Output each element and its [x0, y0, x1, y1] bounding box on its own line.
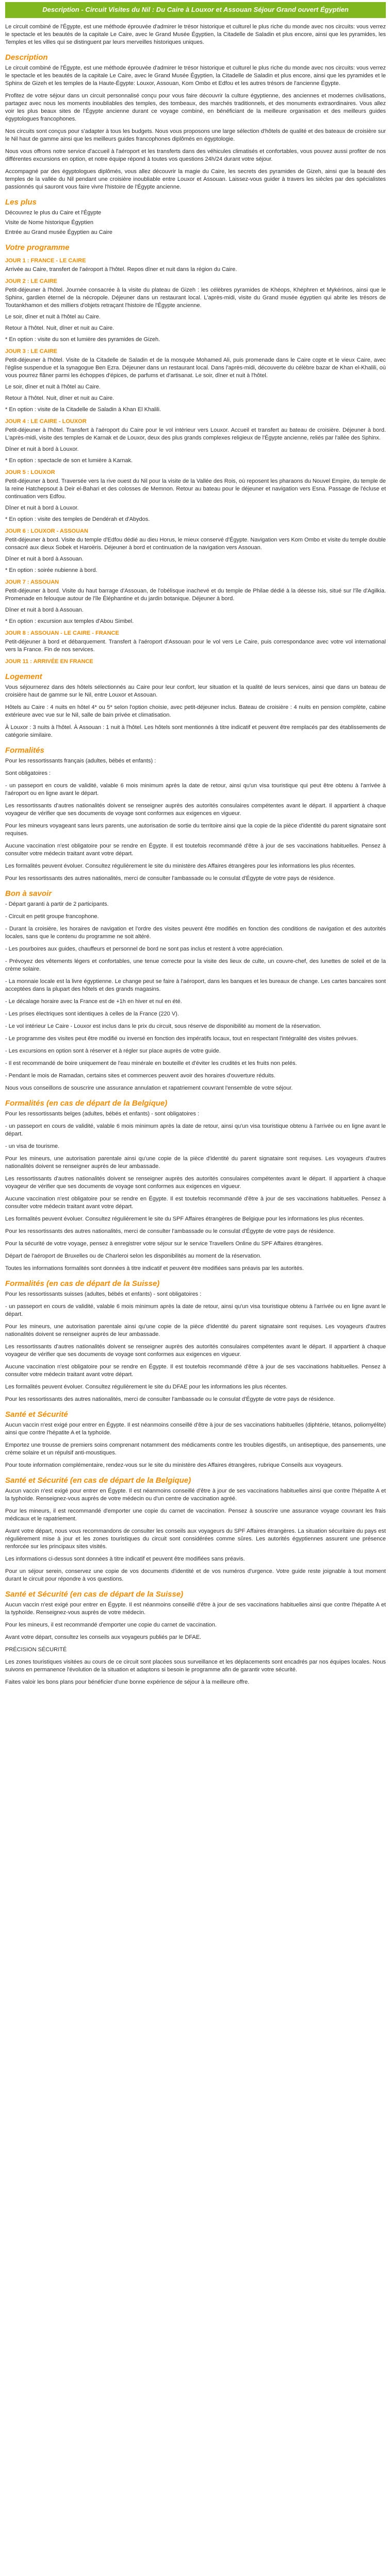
section-paragraph: Entrée au Grand musée Égyptien au Caire [5, 229, 112, 235]
section-paragraph: Aucune vaccination n'est obligatoire pour se rendre en Égypte. Il est toutefois recommandé d'être à jour de ses vaccinations habituelles. Pensez à consulter votre médecin traitant avant votre départ. [5, 1196, 386, 1210]
day-paragraph: Le soir, dîner et nuit à l'hôtel au Caire. [5, 314, 101, 320]
section-paragraph: Pour les mineurs, une autorisation parentale ainsi qu'une copie de la pièce d'identité du parent signataire sont requises. Les voyageurs d'autres nationalités doivent se renseigner auprès de leur ambassade. [5, 1324, 386, 1337]
day-title: JOUR 6 : LOUXOR - ASSOUAN [5, 528, 88, 534]
day-block [5, 630, 386, 654]
day-title: JOUR 5 : LOUXOR [5, 469, 55, 476]
day-block [5, 579, 386, 625]
section-paragraph: Pour les ressortissants suisses (adultes, bébés et enfants) - sont obligatoires : [5, 1291, 202, 1297]
day-paragraph: * En option : visite du son et lumière des pyramides de Gizeh. [5, 336, 160, 343]
section-heading: Bon à savoir [5, 889, 52, 898]
section-paragraph: Profitez de votre séjour dans un circuit personnalisé conçu pour vous faire découvrir la culture égyptienne, des anciennes et modernes civilisations, partagez avec nous les moments inoubliables des temples, des tombeaux, des marchés traditionnels, et des monuments extraordinaires. Vous allez voir les plus beaux sites de l'Égypte ancienne durant ce voyage combiné, en bénéficiant de la meilleure organisation et des meilleurs guides égyptologues francophones. [5, 93, 386, 122]
day-title: JOUR 11 : ARRIVÉE EN FRANCE [5, 658, 93, 665]
day-paragraph: Petit-déjeuner à bord. Visite du temple d'Edfou dédié au dieu Horus, le mieux conservé d'Égypte. Navigation vers Kom Ombo et visite du temple double consacré aux dieux Sobek et Haroëris. Déjeuner à bord et continuation de la navigation vers Assouan. [5, 537, 386, 551]
section-heading: Santé et Sécurité (en cas de départ de la Belgique) [5, 1476, 191, 1485]
day-paragraph: Petit-déjeuner à bord. Visite du haut barrage d'Assouan, de l'obélisque inachevé et du temple de Philae dédié à la déesse Isis, situé sur l'île d'Agilkia. Promenade en felouque autour de l'île Éléphantine et du jardin botanique. Déjeuner à bord. [5, 588, 386, 602]
section-paragraph: Aucun vaccin n'est exigé pour entrer en Égypte. Il est néanmoins conseillé d'être à jour de ses vaccinations habituelles ainsi que contre l'hépatite A et la typhoïde. Renseignez-vous auprès de votre médecin. [5, 1602, 386, 1616]
section [5, 1410, 386, 1469]
day-paragraph: Dîner et nuit à bord à Louxor. [5, 505, 79, 511]
section [5, 1279, 386, 1403]
section-paragraph: Nous vous offrons notre service d'accueil à l'aéroport et les transferts dans des véhicules climatisés et confortables, vous pouvez aussi profiter de nos différentes excursions en option, et notre équipe répond à toutes vos questions 24h/24 durant votre séjour. [5, 148, 386, 162]
day-title: JOUR 8 : ASSOUAN - LE CAIRE - FRANCE [5, 630, 119, 636]
section-paragraph: Pour les ressortissants belges (adultes, bébés et enfants) - sont obligatoires : [5, 1111, 200, 1117]
day-paragraph: Dîner et nuit à bord à Assouan. [5, 607, 84, 613]
day-paragraph: * En option : visite de la Citadelle de Saladin à Khan El Khalili. [5, 406, 161, 413]
day-paragraph: * En option : spectacle de son et lumière à Karnak. [5, 457, 133, 464]
section-paragraph: Visite de Nome historique Égyptien [5, 219, 94, 226]
section [5, 1476, 386, 1583]
day-paragraph: Petit-déjeuner à bord et débarquement. Transfert à l'aéroport d'Assouan pour le vol vers Le Caire, puis correspondance avec votre vol international vers la France. Fin de nos services. [5, 639, 386, 653]
section-paragraph: - Il est recommandé de boire uniquement de l'eau minérale en bouteille et d'éviter les crudités et les fruits non pelés. [5, 1060, 297, 1066]
section [5, 672, 386, 739]
section-paragraph: - Pendant le mois de Ramadan, certains sites et commerces peuvent avoir des horaires d'ouverture réduits. [5, 1073, 275, 1079]
section-paragraph: - un passeport en cours de validité, valable 6 mois minimum après la date de retour, ainsi qu'un visa touristique obtenu à l'arrivée ou en ligne avant le départ. [5, 1123, 386, 1137]
day-paragraph: Petit-déjeuner à l'hôtel. Visite de la Citadelle de Saladin et de la mosquée Mohamed Ali, puis promenade dans le Caire copte et le vieux Caire, avec l'église suspendue et la synagogue Ben Ezra. Déjeuner dans un restaurant local. Dans l'après-midi, découverte du célèbre bazar de Khan el-Khalili, où vous pourrez flâner parmi les échoppes d'épices, de parfums et d'artisanat. Le soir, dîner et nuit à l'hôtel. [5, 357, 386, 379]
section-paragraph: Pour les mineurs, il est recommandé d'emporter une copie du carnet de vaccination. Pensez à souscrire une assurance voyage couvrant les frais médicaux et le rapatriement. [5, 1508, 386, 1522]
section-paragraph: - Le programme des visites peut être modifié ou inversé en fonction des impératifs locaux, tout en respectant l'intégralité des visites prévues. [5, 1036, 358, 1042]
section-paragraph: - Le décalage horaire avec la France est de +1h en hiver et nul en été. [5, 998, 182, 1005]
section-paragraph: Pour toute information complémentaire, rendez-vous sur le site du ministère des Affaires étrangères, rubrique Conseils aux voyageurs. [5, 1462, 343, 1468]
section [5, 1098, 386, 1273]
section-paragraph: Les informations ci-dessus sont données à titre indicatif et peuvent être modifiées sans préavis. [5, 1556, 245, 1562]
section-paragraph: Avant votre départ, consultez les conseils aux voyageurs publiés par le DFAE. [5, 1634, 202, 1640]
section-heading: Formalités (en cas de départ de la Belgique) [5, 1099, 168, 1108]
section-paragraph: Les formalités peuvent évoluer. Consultez régulièrement le site du ministère des Affaires étrangères pour les informations les plus récentes. [5, 863, 356, 869]
sections-container [5, 53, 386, 1686]
day-title: JOUR 2 : LE CAIRE [5, 278, 57, 284]
section-paragraph: Hôtels au Caire : 4 nuits en hôtel 4* ou 5* selon l'option choisie, avec petit-déjeuner inclus. Bateau de croisière : 4 nuits en pension complète, cabine extérieure avec vue sur le Nil, salle de bain privée et climatisation. [5, 704, 386, 718]
section-paragraph: Les formalités peuvent évoluer. Consultez régulièrement le site du DFAE pour les informations les plus récentes. [5, 1384, 288, 1390]
day-title: JOUR 1 : FRANCE - LE CAIRE [5, 258, 86, 264]
day-paragraph: Petit-déjeuner à l'hôtel. Journée consacrée à la visite du plateau de Gizeh : les célèbres pyramides de Khéops, Khéphren et Mykérinos, ainsi que le Sphinx, gardien éternel de la nécropole. Déjeuner dans un restaurant local. L'après-midi, visite du Grand musée égyptien qui abrite les trésors de Toutankhamon et des milliers d'objets retraçant l'histoire de l'Égypte ancienne. [5, 287, 386, 309]
section-paragraph: Avant votre départ, nous vous recommandons de consulter les conseils aux voyageurs du SPF Affaires étrangères. La situation sécuritaire du pays est régulièrement mise à jour et les zones touristiques du circuit sont considérées comme sûres. Les autorités égyptiennes assurent une présence renforcée sur les principaux sites visités. [5, 1528, 386, 1550]
section-heading: Description [5, 53, 48, 62]
section-heading: Votre programme [5, 243, 70, 252]
section-paragraph: - un passeport en cours de validité, valable 6 mois minimum après la date de retour, ainsi qu'un visa touristique qui peut être obtenu à l'arrivée à l'aéroport ou en ligne avant le départ. [5, 783, 386, 796]
section-paragraph: Aucun vaccin n'est exigé pour entrer en Égypte. Il est néanmoins conseillé d'être à jour de ses vaccinations habituelles (diphtérie, tétanos, poliomyélite) ainsi que contre l'hépatite A et la typhoïde. [5, 1422, 386, 1436]
section-paragraph: Pour la sécurité de votre voyage, pensez à enregistrer votre séjour sur le service Travellers Online du SPF Affaires étrangères. [5, 1241, 323, 1247]
section-paragraph: Départ de l'aéroport de Bruxelles ou de Charleroi selon les disponibilités au moment de la réservation. [5, 1253, 262, 1259]
day-paragraph: Petit-déjeuner à l'hôtel. Transfert à l'aéroport du Caire pour le vol intérieur vers Louxor. Accueil et transfert au bateau de croisière. Déjeuner à bord. L'après-midi, visite des temples de Karnak et de Louxor, deux des plus grands complexes religieux de l'Égypte ancienne, reliés par l'allée des Sphinx. [5, 427, 386, 441]
day-block [5, 418, 386, 465]
section [5, 197, 386, 236]
section-paragraph: Pour les ressortissants français (adultes, bébés et enfants) : [5, 758, 156, 764]
section-paragraph: Pour les mineurs, une autorisation parentale ainsi qu'une copie de la pièce d'identité du parent signataire sont requises. Les voyageurs d'autres nationalités doivent se renseigner auprès de leur ambassade. [5, 1156, 386, 1170]
section-paragraph: Accompagné par des égyptologues diplômés, vous allez découvrir la magie du Caire, les secrets des pyramides de Gizeh, ainsi que la beauté des temples de la vallée du Nil pendant une croisière inoubliable entre Louxor et Assouan. Laissez-vous guider à travers les siècles par des spécialistes passionnés qui sauront vous faire vivre l'histoire de l'Égypte ancienne. [5, 168, 386, 190]
section-heading: Santé et Sécurité (en cas de départ de la Suisse) [5, 1590, 184, 1599]
section-paragraph: Emportez une trousse de premiers soins comprenant notamment des médicaments contre les troubles digestifs, un antiseptique, des pansements, une crème solaire et un répulsif anti-moustiques. [5, 1442, 386, 1456]
day-block [5, 278, 386, 344]
section-paragraph: PRÉCISION SÉCURITÉ [5, 1647, 67, 1653]
section-heading: Logement [5, 672, 42, 681]
intro-text: Le circuit combiné de l'Égypte, est une méthode éprouvée d'admirer le trésor historique et culturel le plus riche du monde avec nos circuits: vous verrez le spectacle et les beautés de la capitale Le Caire, avec le Grand Musée Égyptien, la Citadelle de Saladin et plus encore, ainsi que les pyramides, les Temples et les villes qui se distinguent par leurs merveilles historiques uniques. [5, 24, 386, 45]
day-block [5, 469, 386, 523]
day-paragraph: Arrivée au Caire, transfert de l'aéroport à l'hôtel. Repos dîner et nuit dans la région du Caire. [5, 266, 237, 273]
section-paragraph: Les zones touristiques visitées au cours de ce circuit sont placées sous surveillance et les déplacements sont encadrés par nos équipes locales. Nous suivons en permanence l'évolution de la situation et adaptons si besoin le programme afin de garantir votre sécurité. [5, 1659, 386, 1673]
day-paragraph: * En option : excursion aux temples d'Abou Simbel. [5, 618, 134, 624]
section-paragraph: - La monnaie locale est la livre égyptienne. Le change peut se faire à l'aéroport, dans les banques et les bureaux de change. Les cartes bancaires sont acceptées dans la plupart des hôtels et des grands magasins. [5, 978, 386, 992]
day-paragraph: * En option : visite des temples de Dendérah et d'Abydos. [5, 516, 150, 522]
section-paragraph: Vous séjournerez dans des hôtels sélectionnés au Caire pour leur confort, leur situation et la qualité de leurs services, ainsi que dans un bateau de croisière haut de gamme sur le Nil, entre Louxor et Assouan. [5, 684, 386, 698]
day-title: JOUR 4 : LE CAIRE - LOUXOR [5, 418, 87, 425]
section-paragraph: Pour les ressortissants des autres nationalités, merci de consulter l'ambassade ou le consulat d'Égypte de votre pays de résidence. [5, 875, 335, 882]
section-paragraph: Aucun vaccin n'est exigé pour entrer en Égypte. Il est néanmoins conseillé d'être à jour de ses vaccinations habituelles ainsi que contre l'hépatite A et la typhoïde. Renseignez-vous auprès de votre médecin ou d'un centre de vaccination agréé. [5, 1488, 386, 1502]
section-heading: Santé et Sécurité [5, 1410, 68, 1419]
section-paragraph: Aucune vaccination n'est obligatoire pour se rendre en Égypte. Il est toutefois recommandé d'être à jour de ses vaccinations habituelles. Pensez à consulter votre médecin traitant avant votre départ. [5, 843, 386, 857]
section-paragraph: - Durant la croisière, les horaires de navigation et l'ordre des visites peuvent être modifiés en fonction des conditions de navigation et des autorités locales, sans que le contenu du programme ne soit altéré. [5, 926, 386, 940]
section-paragraph: - Le vol intérieur Le Caire - Louxor est inclus dans le prix du circuit, sous réserve de disponibilité au moment de la réservation. [5, 1023, 321, 1029]
section-paragraph: Le circuit combiné de l'Égypte, est une méthode éprouvée d'admirer le trésor historique et culturel le plus riche du monde avec nos circuits: vous verrez le spectacle et les beautés de la capitale Le Caire, avec le Grand Musée Égyptien, la Citadelle de Saladin et plus encore, ainsi que les pyramides et le Sphinx de Gizeh et les temples de la Haute-Égypte: Louxor, Assouan, Kom Ombo et Edfou et les autres trésors de l'ancienne Égypte. [5, 65, 386, 87]
section-paragraph: Pour les mineurs, il est recommandé d'emporter une copie du carnet de vaccination. [5, 1622, 217, 1628]
section-paragraph: - un passeport en cours de validité, valable 6 mois minimum après la date de retour, ainsi qu'un visa touristique obtenu à l'arrivée ou en ligne avant le départ. [5, 1303, 386, 1317]
section [5, 745, 386, 883]
section [5, 889, 386, 1092]
section-heading: Formalités [5, 746, 44, 755]
section-paragraph: Les formalités peuvent évoluer. Consultez régulièrement le site du SPF Affaires étrangères de Belgique pour les informations les plus récentes. [5, 1216, 365, 1222]
day-title: JOUR 7 : ASSOUAN [5, 579, 59, 585]
section [5, 1589, 386, 1686]
page-title-banner: Description - Circuit Visites du Nil : Du Caire à Louxor et Assouan Séjour Grand ouvert Égyptien [5, 2, 386, 18]
section-paragraph: Pour les ressortissants des autres nationalités, merci de consulter l'ambassade ou le consulat d'Égypte de votre pays de résidence. [5, 1396, 335, 1402]
section-heading: Les plus [5, 198, 37, 207]
section [5, 243, 386, 666]
section-paragraph: Aucune vaccination n'est obligatoire pour se rendre en Égypte. Il est toutefois recommandé d'être à jour de ses vaccinations habituelles. Pensez à consulter votre médecin traitant avant votre départ. [5, 1364, 386, 1378]
day-block [5, 528, 386, 574]
section-paragraph: - Les pourboires aux guides, chauffeurs et personnel de bord ne sont pas inclus et restent à votre appréciation. [5, 946, 284, 952]
section-heading: Formalités (en cas de départ de la Suisse) [5, 1279, 160, 1288]
day-block [5, 257, 386, 274]
section-paragraph: Les ressortissants d'autres nationalités doivent se renseigner auprès des autorités consulaires compétentes avant le départ. Il appartient à chaque voyageur de vérifier que ses documents de voyage sont conformes aux exigences en vigueur. [5, 1344, 386, 1358]
section-paragraph: Pour les mineurs voyageant sans leurs parents, une autorisation de sortie du territoire ainsi que la copie de la pièce d'identité du parent signataire sont requises. [5, 823, 386, 837]
day-paragraph: * En option : soirée nubienne à bord. [5, 567, 97, 573]
section-paragraph: Les ressortissants d'autres nationalités doivent se renseigner auprès des autorités consulaires compétentes avant le départ. Il appartient à chaque voyageur de vérifier que ses documents de voyage sont conformes aux exigences en vigueur. [5, 803, 386, 817]
section-paragraph: - Les excursions en option sont à réserver et à régler sur place auprès de votre guide. [5, 1048, 221, 1054]
section-paragraph: À Louxor : 3 nuits à l'hôtel. À Assouan : 1 nuit à l'hôtel. Les hôtels sont mentionnés à titre indicatif et peuvent être remplacés par des établissements de catégorie similaire. [5, 724, 386, 738]
day-block [5, 658, 386, 666]
day-paragraph: Petit-déjeuner à bord. Traversée vers la rive ouest du Nil pour la visite de la Vallée des Rois, où reposent les pharaons du Nouvel Empire, du temple de la reine Hatchepsout à Deir el-Bahari et des colosses de Memnon. Retour au bateau pour le déjeuner et navigation vers Esna. Passage de l'écluse et continuation vers Edfou. [5, 478, 386, 500]
day-block [5, 348, 386, 414]
section-paragraph: - Circuit en petit groupe francophone. [5, 913, 99, 920]
section-paragraph: Pour les ressortissants des autres nationalités, merci de consulter l'ambassade ou le consulat d'Égypte de votre pays de résidence. [5, 1228, 335, 1234]
day-paragraph: Retour à l'hôtel. Nuit, dîner et nuit au Caire. [5, 395, 115, 401]
section-paragraph: Sont obligatoires : [5, 770, 51, 776]
section-paragraph: Faites valoir les bons plans pour bénéficier d'une bonne expérience de séjour à la meilleure offre. [5, 1679, 250, 1685]
section-paragraph: Les ressortissants d'autres nationalités doivent se renseigner auprès des autorités consulaires compétentes avant le départ. Il appartient à chaque voyageur de vérifier que ses documents de voyage sont conformes aux exigences en vigueur. [5, 1176, 386, 1190]
day-title: JOUR 3 : LE CAIRE [5, 348, 57, 354]
day-paragraph: Retour à l'hôtel. Nuit, dîner et nuit au Caire. [5, 325, 115, 331]
day-paragraph: Dîner et nuit à bord à Louxor. [5, 446, 79, 452]
day-paragraph: Dîner et nuit à bord à Assouan. [5, 556, 84, 562]
day-paragraph: Le soir, dîner et nuit à l'hôtel au Caire. [5, 384, 101, 390]
section [5, 53, 386, 191]
section-paragraph: - Départ garanti à partir de 2 participants. [5, 901, 109, 907]
section-paragraph: Nos circuits sont conçus pour s'adapter à tous les budgets. Nous vous proposons une large sélection d'hôtels de qualité et des bateaux de croisière sur le Nil haut de gamme ainsi que les meilleurs guides francophones diplômés en égyptologie. [5, 128, 386, 142]
section-paragraph: - un visa de tourisme. [5, 1143, 60, 1149]
section-paragraph: Découvrez le plus du Caire et l'Égypte [5, 210, 102, 216]
section-paragraph: Toutes les informations formalités sont données à titre indicatif et peuvent être modifiées sans préavis par les autorités. [5, 1265, 304, 1272]
section-paragraph: - Les prises électriques sont identiques à celles de la France (220 V). [5, 1011, 179, 1017]
section-paragraph: Pour un séjour serein, conservez une copie de vos documents d'identité et de vos numéros d'urgence. Votre guide reste joignable à tout moment durant le circuit pour répondre à vos questions. [5, 1568, 386, 1582]
section-paragraph: Nous vous conseillons de souscrire une assurance annulation et rapatriement couvrant l'ensemble de votre séjour. [5, 1085, 293, 1091]
section-paragraph: - Prévoyez des vêtements légers et confortables, une tenue correcte pour la visite des lieux de culte, un couvre-chef, des lunettes de soleil et de la crème solaire. [5, 958, 386, 972]
